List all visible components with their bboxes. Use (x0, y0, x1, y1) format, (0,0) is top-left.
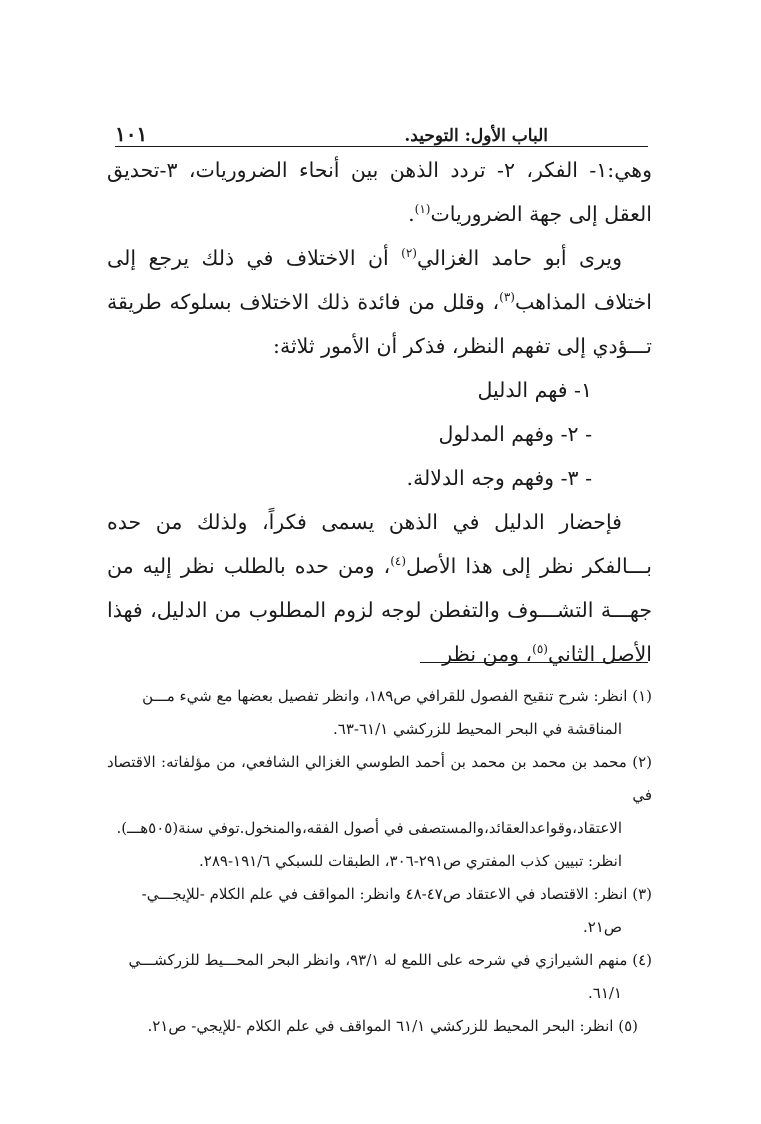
body-line (107, 148, 652, 236)
footnote-3-cont: ص٢١. (582, 918, 622, 936)
paragraph-text: ، وقلل من فائدة ذلك الاختلاف بسلوكه طريقة تـــؤدي إلى تفهم النظر، فذكر أن الأمور ثلاثة: (107, 290, 652, 358)
punctuation: . (408, 202, 415, 226)
chapter-title: الباب الأول: التوحيد. (404, 126, 548, 146)
paragraph (107, 500, 652, 676)
list-item: - ٣- وفهم وجه الدلالة. (406, 466, 592, 490)
footnote-1-cont: المناقشة في البحر المحيط للزركشي ٦١/١-٦٣. (333, 720, 622, 738)
footnote-separator (420, 662, 648, 663)
footnotes (107, 680, 652, 1043)
footnote-4-cont: ٦١/١. (587, 984, 622, 1002)
footnote-5: (٥) انظر: البحر المحيط للزركشي ٦١/١ المواقف في علم الكلام -للإيجي- ص٢١. (147, 1017, 638, 1035)
list-item: ١- فهم الدليل (477, 378, 592, 402)
paragraph-text: أن الاختلاف في ذلك يرجع إلى اختلاف المذاهب (107, 246, 652, 314)
body-line-text: وهي:١- الفكر، ٢- تردد الذهن بين أنحاء الضروريات، ٣-تحديق العقل (107, 158, 652, 226)
running-header (115, 118, 648, 147)
paragraph-text: ، ومن حده بالطلب نظر إليه من جهـــة التشـــوف والتفطن لوجه لزوم المطلوب من الدليل، فهذا الأصل الثاني (107, 554, 652, 666)
footnote-ref[interactable]: (٣) (499, 290, 515, 305)
footnote-2: (٢) محمد بن محمد بن محمد بن أحمد الطوسي الغزالي الشافعي، من مؤلفاته: الاقتصاد في (107, 753, 652, 804)
footnote-ref[interactable]: (١) (414, 202, 431, 217)
paragraph-text: ، ومن نظر (442, 642, 533, 666)
footnote-ref[interactable]: (٢) (401, 246, 417, 261)
footnote-2-cont: انظر: تبيين كذب المفتري ص٢٩١-٣٠٦، الطبقات للسبكي ١٩١/٦-٢٨٩. (198, 852, 622, 870)
main-text (107, 148, 652, 676)
list-item: - ٢- وفهم المدلول (438, 422, 592, 446)
body-line-text: إلى جهة الضروريات (430, 202, 598, 226)
paragraph-text: فإحضار الدليل في الذهن يسمى فكراً، ولذلك من حده بـــالفكر نظر إلى هذا الأصل (107, 510, 652, 578)
paragraph (107, 236, 652, 368)
footnote-3: (٣) انظر: الاقتصاد في الاعتقاد ص٤٧-٤٨ وانظر: المواقف في علم الكلام -للإيجـــي- (141, 885, 652, 903)
footnote-4: (٤) منهم الشيرازي في شرحه على اللمع له ٩٣/١، وانظر البحر المحـــيط للزركشـــي (128, 951, 652, 969)
footnote-ref[interactable]: (٥) (532, 642, 548, 657)
page-number: ١٠١ (115, 122, 148, 146)
footnote-ref[interactable]: (٤) (390, 554, 407, 569)
footnote-2-cont: الاعتقاد،وقواعدالعقائد،والمستصفى في أصول الفقه،والمنخول.توفي سنة(٥٠٥هـــ). (116, 819, 622, 837)
paragraph-text: ويرى أبو حامد الغزالي (416, 246, 622, 270)
footnote-1: (١) انظر: شرح تنقيح الفصول للقرافي ص١٨٩، وانظر تفصيل بعضها مع شيء مـــن (142, 687, 652, 705)
